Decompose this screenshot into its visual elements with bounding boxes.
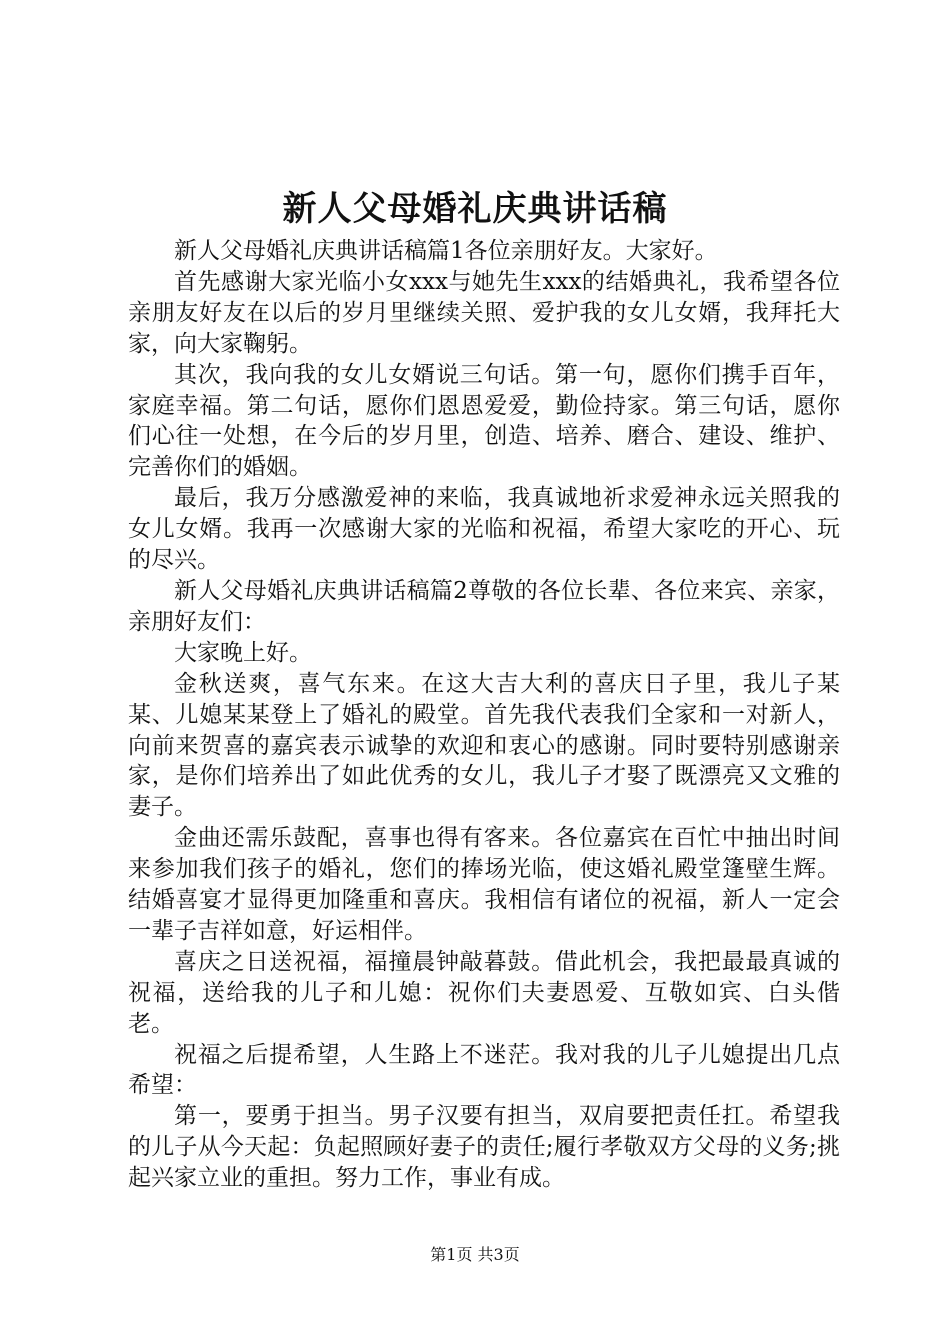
document-body (128, 236, 840, 1194)
document-title: 新人父母婚礼庆典讲话稿 (282, 189, 668, 229)
paragraph: 最后，我万分感激爱神的来临，我真诚地祈求爱神永远关照我的女儿女婿。我再一次感谢大家的光临和祝福，希望大家吃的开心、玩的尽兴。 (128, 485, 840, 574)
paragraph: 其次，我向我的女儿女婿说三句话。第一句，愿你们携手百年，家庭幸福。第二句话，愿你们恩恩爱爱，勤俭持家。第三句话，愿你们心往一处想，在今后的岁月里，创造、培养、磨合、建设、维护、完善你们的婚姻。 (128, 361, 840, 481)
paragraph: 祝福之后提希望，人生路上不迷茫。我对我的儿子儿媳提出几点希望： (128, 1041, 840, 1099)
paragraph: 新人父母婚礼庆典讲话稿篇2尊敬的各位长辈、各位来宾、亲家，亲朋好友们： (128, 577, 840, 635)
paragraph: 喜庆之日送祝福，福撞晨钟敲暮鼓。借此机会，我把最最真诚的祝福，送给我的儿子和儿媳：祝你们夫妻恩爱、互敬如宾、白头偕老。 (128, 948, 840, 1037)
paragraph: 大家晚上好。 (174, 639, 312, 666)
paragraph: 第一，要勇于担当。男子汉要有担当，双肩要把责任扛。希望我的儿子从今天起：负起照顾好妻子的责任;履行孝敬双方父母的义务;挑起兴家立业的重担。努力工作，事业有成。 (128, 1103, 840, 1192)
paragraph: 新人父母婚礼庆典讲话稿篇1各位亲朋好友。大家好。 (174, 238, 718, 264)
page-number-footer: 第1页 共3页 (430, 1245, 520, 1264)
paragraph: 金秋送爽，喜气东来。在这大吉大利的喜庆日子里，我儿子某某、儿媳某某登上了婚礼的殿堂。首先我代表我们全家和一对新人，向前来贺喜的嘉宾表示诚挚的欢迎和衷心的感谢。同时要特别感谢亲家，是你们培养出了如此优秀的女儿，我儿子才娶了既漂亮又文雅的妻子。 (128, 670, 840, 821)
paragraph: 首先感谢大家光临小女xxx与她先生xxx的结婚典礼，我希望各位亲朋友好友在以后的岁月里继续关照、爱护我的女儿女婿，我拜托大家，向大家鞠躬。 (128, 268, 840, 357)
paragraph: 金曲还需乐鼓配，喜事也得有客来。各位嘉宾在百忙中抽出时间来参加我们孩子的婚礼，您们的捧场光临，使这婚礼殿堂篷壁生辉。结婚喜宴才显得更加隆重和喜庆。我相信有诸位的祝福，新人一定会一辈子吉祥如意，好运相伴。 (128, 825, 840, 944)
